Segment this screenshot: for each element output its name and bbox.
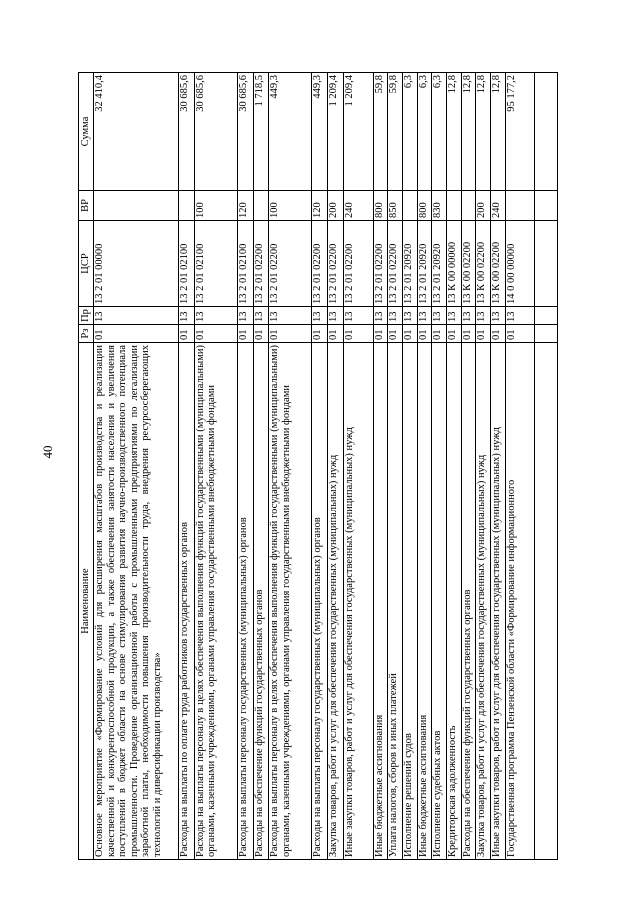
row-pr: 13 — [432, 307, 447, 325]
table-row — [432, 73, 447, 860]
row-sum: 1 209,4 — [344, 73, 373, 191]
row-name: Расходы на выплаты персоналу государственных (муниципальных) органов — [312, 343, 328, 860]
row-pr: 13 — [178, 307, 194, 325]
row-rz: 01 — [194, 325, 237, 343]
row-pr: 13 — [388, 307, 403, 325]
table-row — [476, 73, 491, 860]
row-name: Закупка товаров, работ и услуг для обеспечения государственных (муниципальных) нужд — [328, 343, 344, 860]
row-sum: 1 209,4 — [328, 73, 344, 191]
table-row — [178, 73, 194, 860]
row-name: Исполнение решений судов — [402, 343, 417, 860]
row-csr — [535, 221, 558, 307]
header-csr: ЦСР — [79, 221, 94, 307]
row-vr — [505, 191, 534, 221]
row-pr: 13 — [253, 307, 269, 325]
row-pr: 13 — [344, 307, 373, 325]
header-vr: ВР — [79, 191, 94, 221]
row-name: Исполнение судебных актов — [432, 343, 447, 860]
row-pr: 13 — [476, 307, 491, 325]
row-vr — [178, 191, 194, 221]
row-pr: 13 — [237, 307, 253, 325]
row-sum: 6,3 — [432, 73, 447, 191]
table-row — [194, 73, 237, 860]
row-rz: 01 — [312, 325, 328, 343]
row-rz: 01 — [461, 325, 476, 343]
row-vr: 100 — [269, 191, 312, 221]
row-name: Государственная программа Пензенской области «Формирование информационного — [505, 343, 534, 860]
row-pr: 13 — [373, 307, 388, 325]
row-pr: 13 — [312, 307, 328, 325]
row-pr: 13 — [269, 307, 312, 325]
row-name: Закупка товаров, работ и услуг для обеспечения государственных (муниципальных) нужд — [476, 343, 491, 860]
table-row — [344, 73, 373, 860]
row-name: Расходы на выплаты персоналу государственных (муниципальных) органов — [237, 343, 253, 860]
row-name: Уплата налогов, сборов и иных платежей — [388, 343, 403, 860]
row-sum: 30 685,6 — [237, 73, 253, 191]
row-csr: 13 2 01 02200 — [373, 221, 388, 307]
row-sum: 12,8 — [491, 73, 506, 191]
row-sum: 59,8 — [388, 73, 403, 191]
table-row — [461, 73, 476, 860]
budget-table — [78, 72, 558, 860]
row-sum: 95 177,2 — [505, 73, 534, 191]
row-name: Иные закупки товаров, работ и услуг для обеспечения государственных (муниципальных) нужд — [344, 343, 373, 860]
row-vr — [94, 191, 179, 221]
header-pr: Пр — [79, 307, 94, 325]
row-pr — [535, 307, 558, 325]
row-rz: 01 — [94, 325, 179, 343]
row-pr: 13 — [447, 307, 462, 325]
row-rz: 01 — [178, 325, 194, 343]
row-csr: 13 2 01 02200 — [269, 221, 312, 307]
row-csr: 13 2 01 02100 — [237, 221, 253, 307]
row-pr: 13 — [505, 307, 534, 325]
row-sum: 12,8 — [461, 73, 476, 191]
row-sum: 6,3 — [417, 73, 432, 191]
row-csr: 13 2 01 02200 — [312, 221, 328, 307]
row-csr: 13 2 01 20920 — [402, 221, 417, 307]
header-name: Наименование — [79, 343, 94, 860]
row-rz: 01 — [476, 325, 491, 343]
row-vr: 200 — [476, 191, 491, 221]
row-rz: 01 — [388, 325, 403, 343]
row-csr: 13 2 01 00000 — [94, 221, 179, 307]
row-name: Расходы на обеспечение функций государственных органов — [253, 343, 269, 860]
row-vr — [535, 191, 558, 221]
row-vr: 200 — [328, 191, 344, 221]
row-vr — [461, 191, 476, 221]
row-csr: 13 К 00 02200 — [461, 221, 476, 307]
row-vr: 100 — [194, 191, 237, 221]
row-sum: 1 718,5 — [253, 73, 269, 191]
table-row — [447, 73, 462, 860]
table-row — [253, 73, 269, 860]
row-vr — [447, 191, 462, 221]
table-row — [535, 73, 558, 860]
row-pr: 13 — [461, 307, 476, 325]
row-name: Расходы на выплаты по оплате труда работников государственных органов — [178, 343, 194, 860]
table-row — [402, 73, 417, 860]
row-name: Расходы на выплаты персоналу в целях обеспечения выполнения функций государственными (муниципальными) органами, казенными учреждениями, органами управления государственными внебюджетными фондами — [269, 343, 312, 860]
row-name: Расходы на обеспечение функций государственных органов — [461, 343, 476, 860]
row-csr: 13 2 01 02100 — [178, 221, 194, 307]
row-csr: 13 К 00 00000 — [447, 221, 462, 307]
table-row — [269, 73, 312, 860]
table-row — [505, 73, 534, 860]
row-sum: 449,3 — [312, 73, 328, 191]
row-csr: 13 К 00 02200 — [491, 221, 506, 307]
row-vr — [253, 191, 269, 221]
page-number: 40 — [40, 445, 55, 459]
row-name: Основное мероприятие «Формирование условий для расширения масштабов производства и реализации качественной и конкурентоспособной продукции, а также обеспечения занятости населения и увеличения поступлений в бюджет области на основе стимулирования развития научно-производственного потенциала промышленности. Проведение организационной работы с промышленными предприятиями по легализации заработной платы, необходимости повышения производительности труда, внедрения ресурсосберегающих технологий и диверсификации производства» — [94, 343, 179, 860]
row-csr: 13 2 01 02200 — [344, 221, 373, 307]
row-rz — [535, 325, 558, 343]
table-row — [312, 73, 328, 860]
row-csr: 13 2 01 02200 — [328, 221, 344, 307]
row-pr: 13 — [328, 307, 344, 325]
table-row — [237, 73, 253, 860]
row-name: Иные бюджетные ассигнования — [373, 343, 388, 860]
table-header-row — [79, 73, 94, 860]
table-row — [373, 73, 388, 860]
row-csr: 13 2 01 20920 — [417, 221, 432, 307]
row-sum: 30 685,6 — [194, 73, 237, 191]
table-row — [94, 73, 179, 860]
row-csr: 14 0 00 00000 — [505, 221, 534, 307]
row-name: Кредиторская задолженность — [447, 343, 462, 860]
row-vr: 120 — [237, 191, 253, 221]
row-pr: 13 — [491, 307, 506, 325]
row-sum: 12,8 — [476, 73, 491, 191]
row-pr: 13 — [194, 307, 237, 325]
row-vr: 240 — [491, 191, 506, 221]
row-pr: 13 — [94, 307, 179, 325]
row-sum: 32 410,4 — [94, 73, 179, 191]
row-sum: 30 685,6 — [178, 73, 194, 191]
row-rz: 01 — [269, 325, 312, 343]
row-name: Иные закупки товаров, работ и услуг для обеспечения государственных (муниципальных) нужд — [491, 343, 506, 860]
rotated-page-content — [78, 73, 558, 860]
row-csr: 13 К 00 02200 — [476, 221, 491, 307]
row-vr: 240 — [344, 191, 373, 221]
header-rz: Рз — [79, 325, 94, 343]
table-row — [388, 73, 403, 860]
row-sum: 449,3 — [269, 73, 312, 191]
table-row — [328, 73, 344, 860]
row-rz: 01 — [432, 325, 447, 343]
row-rz: 01 — [402, 325, 417, 343]
row-rz: 01 — [447, 325, 462, 343]
row-rz: 01 — [417, 325, 432, 343]
table-row — [491, 73, 506, 860]
row-vr — [402, 191, 417, 221]
row-name — [535, 343, 558, 860]
row-csr: 13 2 01 20920 — [432, 221, 447, 307]
row-csr: 13 2 01 02200 — [388, 221, 403, 307]
row-rz: 01 — [237, 325, 253, 343]
row-rz: 01 — [344, 325, 373, 343]
row-vr: 800 — [417, 191, 432, 221]
row-sum: 12,8 — [447, 73, 462, 191]
row-sum — [535, 73, 558, 191]
row-sum: 59,8 — [373, 73, 388, 191]
table-row — [417, 73, 432, 860]
row-vr: 120 — [312, 191, 328, 221]
row-name: Расходы на выплаты персоналу в целях обеспечения выполнения функций государственными (муниципальными) органами, казенными учреждениями, органами управления государственными внебюджетными фондами — [194, 343, 237, 860]
row-vr: 830 — [432, 191, 447, 221]
row-vr: 800 — [373, 191, 388, 221]
row-pr: 13 — [402, 307, 417, 325]
row-sum: 6,3 — [402, 73, 417, 191]
header-sum: Сумма — [79, 73, 94, 191]
row-rz: 01 — [505, 325, 534, 343]
row-pr: 13 — [417, 307, 432, 325]
row-csr: 13 2 01 02200 — [253, 221, 269, 307]
row-rz: 01 — [328, 325, 344, 343]
row-rz: 01 — [491, 325, 506, 343]
row-rz: 01 — [373, 325, 388, 343]
row-csr: 13 2 01 02100 — [194, 221, 237, 307]
row-rz: 01 — [253, 325, 269, 343]
row-vr: 850 — [388, 191, 403, 221]
row-name: Иные бюджетные ассигнования — [417, 343, 432, 860]
